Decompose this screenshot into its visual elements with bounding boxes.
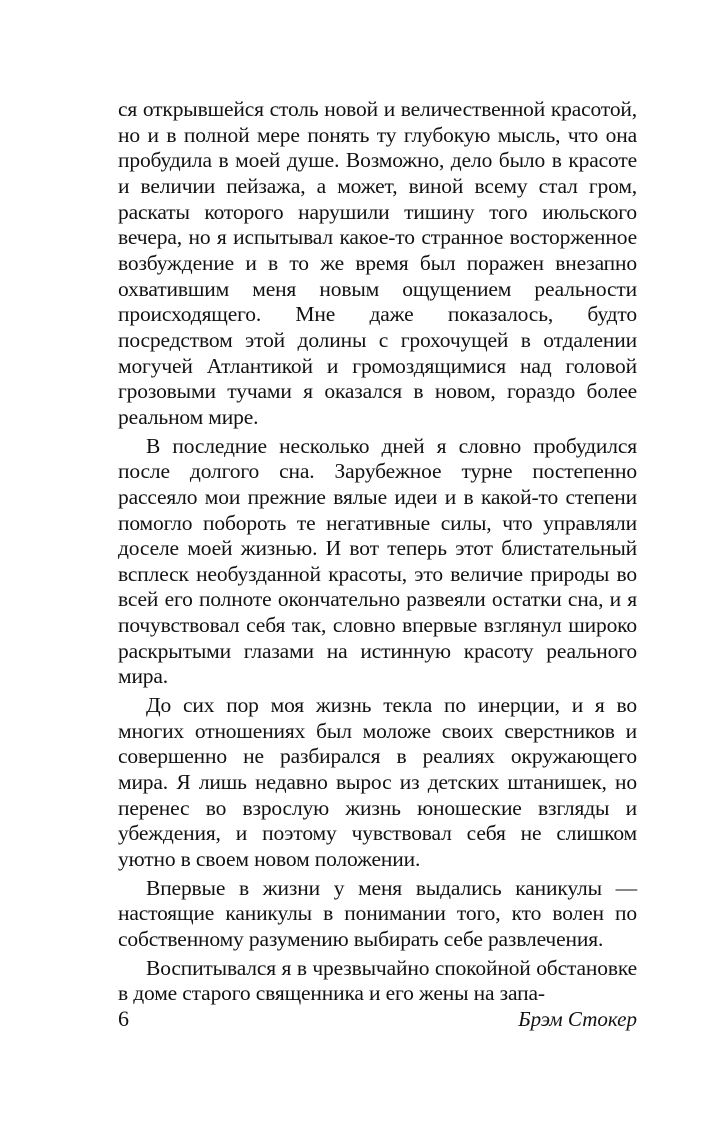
paragraph-3: До сих пор моя жизнь текла по инерции, и я во многих отношениях был моложе своих сверстников и совершенно не разбирался в реалиях окружающего мира. Я лишь недавно вырос из детских штанишек, но перенес во взрослую жизнь юношеские взгляды и убеждения, и поэтому чувствовал себя не слишком уютно в своем новом положении. — [118, 693, 637, 872]
paragraph-2: В последние несколько дней я словно пробудился после долгого сна. Зарубежное турне постепенно рассеяло мои прежние вялые идеи и в какой-то степени помогло побороть те негативные силы, что управляли доселе моей жизнью. И вот теперь этот блистательный всплеск необузданной красоты, это величие природы во всей его полноте окончательно развеяли остатки сна, и я почувствовал себя так, словно впервые взглянул широко раскрытыми глазами на истинную красоту реального мира. — [118, 433, 637, 689]
running-head-author: Брэм Стокер — [518, 1007, 637, 1031]
page-footer — [118, 1006, 637, 1036]
paragraph-4: Впервые в жизни у меня выдались каникулы — настоящие каникулы в понимании того, кто волен по собственному разумению выбирать себе развлечения. — [118, 875, 637, 951]
body-text — [118, 97, 637, 1007]
paragraph-1: ся открывшейся столь новой и величественной красотой, но и в полной мере понять ту глубокую мысль, что она пробудила в моей душе. Возможно, дело было в красоте и величии пейзажа, а может, виной всему стал гром, раскаты которого нарушили тишину того июльского вечера, но я испытывал какое-то странное восторженное возбуждение и в то же время был поражен внезапно охватившим меня новым ощущением реальности происходящего. Мне даже показалось, будто посредством этой долины с грохочущей в отдалении могучей Атлантикой и громоздящимися над головой грозовыми тучами я оказался в новом, гораздо более реальном мире. — [118, 97, 637, 429]
page-number: 6 — [118, 1006, 129, 1031]
paragraph-5: Воспитывался я в чрезвычайно спокойной обстановке в доме старого священника и его жены на запа- — [118, 955, 637, 1006]
